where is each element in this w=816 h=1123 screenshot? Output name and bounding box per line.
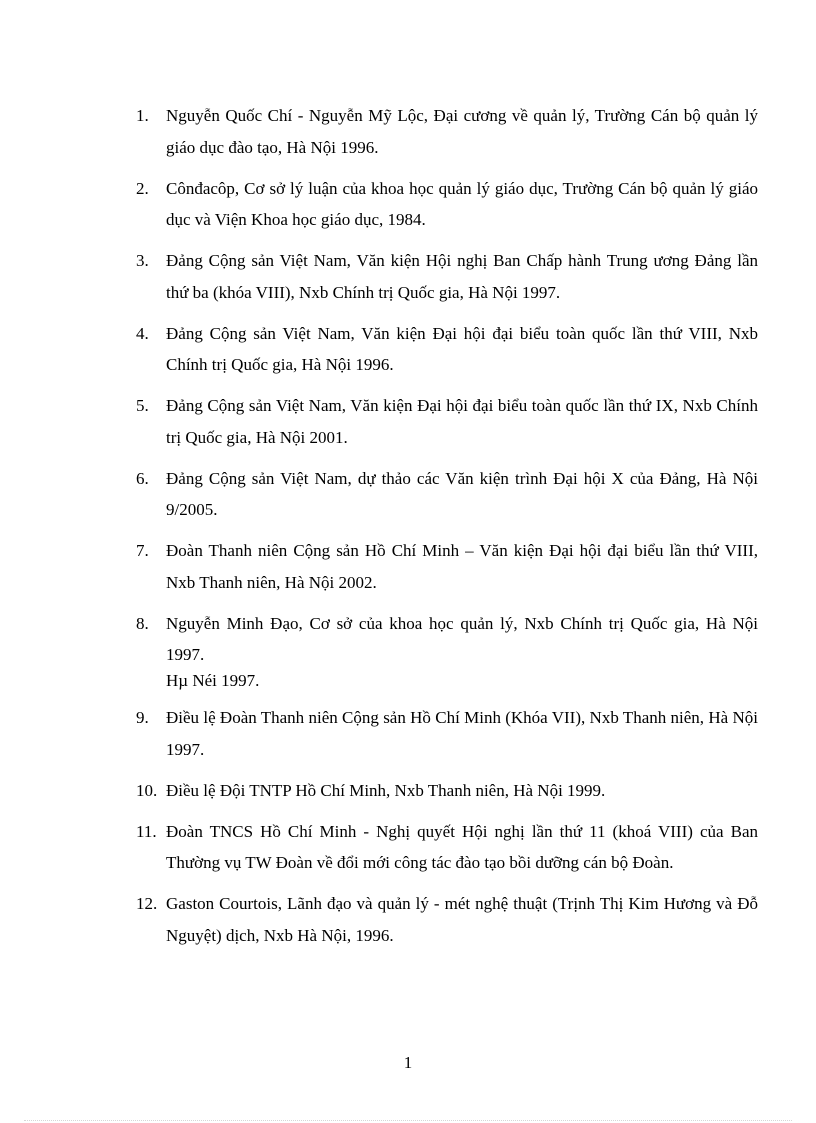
reference-number: 12. <box>136 894 158 913</box>
reference-number: 6. <box>136 468 149 488</box>
reference-number: 8. <box>136 613 149 633</box>
reference-item <box>136 245 758 308</box>
reference-number: 5. <box>136 396 149 415</box>
reference-text: Đảng Cộng sản Việt Nam, dự thảo các Văn kiện trình Đại hội X của Đảng, Hà Nội 9/2005. <box>166 468 758 519</box>
reference-number: 9. <box>136 708 149 727</box>
reference-item <box>136 390 758 453</box>
page-number: 1 <box>403 1053 413 1072</box>
reference-text: Đảng Cộng sản Việt Nam, Văn kiện Đại hội đại biểu toàn quốc lần thứ IX, Nxb Chính trị Quốc gia, Hà Nội 2001. <box>166 396 758 447</box>
reference-item <box>136 608 758 693</box>
reference-garbled-line: Hµ Néi 1997. <box>166 670 260 690</box>
reference-text: Đảng Cộng sản Việt Nam, Văn kiện Hội nghị Ban Chấp hành Trung ương Đảng lần thứ ba (khóa VIII), Nxb Chính trị Quốc gia, Hà Nội 1997. <box>166 251 758 302</box>
reference-item <box>136 702 758 765</box>
reference-item <box>136 535 758 598</box>
reference-item <box>136 100 758 163</box>
reference-text: Đoàn Thanh niên Cộng sản Hồ Chí Minh – Văn kiện Đại hội đại biểu lần thứ VIII, Nxb Thanh niên, Hà Nội 2002. <box>166 541 758 592</box>
reference-number: 3. <box>136 251 149 270</box>
reference-number: 7. <box>136 541 149 560</box>
reference-text: Nguyễn Quốc Chí - Nguyễn Mỹ Lộc, Đại cương về quản lý, Trường Cán bộ quản lý giáo dục đào tạo, Hà Nội 1996. <box>166 106 758 157</box>
reference-text: Đảng Cộng sản Việt Nam, Văn kiện Đại hội đại biểu toàn quốc lần thứ VIII, Nxb Chính trị Quốc gia, Hà Nội 1996. <box>166 323 758 374</box>
reference-text: Đoàn TNCS Hồ Chí Minh - Nghị quyết Hội nghị lần thứ 11 (khoá VIII) của Ban Thường vụ TW Đoàn về đổi mới công tác đào tạo bồi dưỡng cán bộ Đoàn. <box>166 821 758 872</box>
page-bottom-divider <box>24 1120 792 1121</box>
reference-number: 10. <box>136 780 158 800</box>
reference-number: 2. <box>136 178 149 198</box>
reference-text: Cônđacôp, Cơ sở lý luận của khoa học quản lý giáo dục, Trường Cán bộ quản lý giáo dục và Viện Khoa học giáo dục, 1984. <box>166 178 758 229</box>
reference-number: 4. <box>136 323 149 343</box>
reference-item <box>136 816 758 879</box>
reference-number: 11. <box>136 821 157 841</box>
reference-number: 1. <box>136 106 149 125</box>
reference-text: Nguyễn Minh Đạo, Cơ sở của khoa học quản lý, Nxb Chính trị Quốc gia, Hà Nội 1997. <box>166 613 758 664</box>
reference-item <box>136 318 758 381</box>
reference-text: Gaston Courtois, Lãnh đạo và quản lý - mét nghệ thuật (Trịnh Thị Kim Hương và Đỗ Nguyệt) dịch, Nxb Hà Nội, 1996. <box>166 894 758 945</box>
reference-item <box>136 173 758 236</box>
reference-list <box>136 100 758 961</box>
reference-text: Điều lệ Đoàn Thanh niên Cộng sản Hồ Chí Minh (Khóa VII), Nxb Thanh niên, Hà Nội 1997. <box>166 708 758 759</box>
reference-item <box>136 463 758 526</box>
reference-text: Điều lệ Đội TNTP Hồ Chí Minh, Nxb Thanh niên, Hà Nội 1999. <box>166 780 606 800</box>
reference-item <box>136 888 758 951</box>
reference-item <box>136 775 758 807</box>
